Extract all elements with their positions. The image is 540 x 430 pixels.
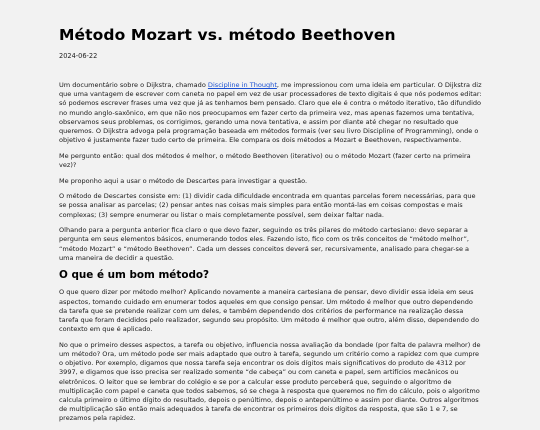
paragraph-intro-text-after: , me impressionou com uma ideia em particular. O Dijkstra diz que uma vantagem de escrever com caneta no papel em vez de usar processadores de texto digitais é que nós podemos editar: só podemos escrever frases uma vez que já as tenhamos bem pensado. Claro que ele é contra o método iterativo, tão difundido no mundo anglo-saxônico, em que não nos preocupamos em fazer certo da primeira vez, mas apenas fazemos uma tentativa, observamos seus problemas, os corrigimos, gerando uma nova tentativa, e assim por diante até chegar no resultado que queremos. O Dijkstra advoga pela programação baseada em métodos formais (ver seu livro Discipline of Programming), onde o objetivo é justamente fazer tudo certo de primeira. Ele compara os dois métodos a Mozart e Beethoven, respectivamente. bbox=[59, 81, 482, 145]
paragraph-analysis: Olhando para a pergunta anterior fica claro o que devo fazer, seguindo os três pilares do método cartesiano: devo separar a pergunta em seus elementos básicos, enumerando todos eles. Fazendo isto, fico com os três conceitos de “método melhor”, “método Mozart” e “método Beethoven”. Cada um desses conceitos deverá ser, recursivamente, analisado para chegar-se a uma maneira de decidir a questão. bbox=[59, 226, 470, 262]
article-body bbox=[59, 81, 483, 430]
paragraph-proposal: Me proponho aqui a usar o método de Descartes para investigar a questão. bbox=[59, 176, 308, 185]
paragraph-task-example: No que o primeiro desses aspectos, a tarefa ou objetivo, influencia nossa avaliação da bondade (por falta de palavra melhor) de um método? Ora, um método pode ser mais adaptado que outro à tarefa, segundo um critério como a rapidez com que cumpre o objetivo. Por exemplo, digamos que nossa tarefa seja encontrar os dois dígitos mais significativos do produto de 4312 por 3997, e digamos que isso precisa ser realizado somente “de cabeça” ou com caneta e papel, sem artifícios mecânicos ou eletrônicos. O leitor que se lembrar do colégio e se por a calcular esse produto perceberá que, seguindo o algoritmo de multiplicação com papel e caneta que todos sabemos, só se chega à resposta que queremos no fim do cálculo, pois o algoritmo calcula primeiro o último dígito do resultado, depois o penúltimo, depois o antepenúltimo e assim por diante. Outros algoritmos de multiplicação são então mais adequados à tarefa de encontrar os primeiros dois dígitos da resposta, que são 1 e 7, se prezamos pela rapidez. bbox=[59, 340, 481, 423]
page-title: Método Mozart vs. método Beethoven bbox=[59, 26, 396, 44]
paragraph-intro-text-before: Um documentário sobre o Dijkstra, chamado bbox=[59, 81, 208, 89]
paragraph-good-method: O que quero dizer por método melhor? Aplicando novamente a maneira cartesiana de pensar, devo dividir essa ideia em seus aspectos, tomando cuidado em enumerar todos aqueles em que consigo pensar. Um método é melhor que outro dependendo da tarefa que se pretende realizar com um deles, e também dependendo dos critérios de performance na realização dessa tarefa que foram decididos pelo realizador, segundo seu propósito. Um método é melhor que outro, além disso, dependendo do contexto em que é aplicado. bbox=[59, 288, 480, 334]
paragraph-question: Me pergunto então: qual dos métodos é melhor, o método Beethoven (iterativo) ou o método Mozart (fazer certo na primeira vez)? bbox=[59, 151, 471, 170]
post-date: 2024-06-22 bbox=[59, 52, 98, 60]
discipline-in-thought-link[interactable]: Discipline in Thought bbox=[207, 81, 277, 89]
paragraph-intro bbox=[59, 81, 483, 145]
paragraph-descartes-method: O método de Descartes consiste em: (1) dividir cada dificuldade encontrada em quantas parcelas forem necessárias, para que se possa analisar as parcelas; (2) pensar antes nas coisas mais simples para então montá-las em coisas compostas e mais complexas; (3) sempre enumerar ou listar o mais completamente possível, sem deixar faltar nada. bbox=[59, 192, 476, 219]
section-heading: O que é um bom método? bbox=[59, 269, 210, 282]
